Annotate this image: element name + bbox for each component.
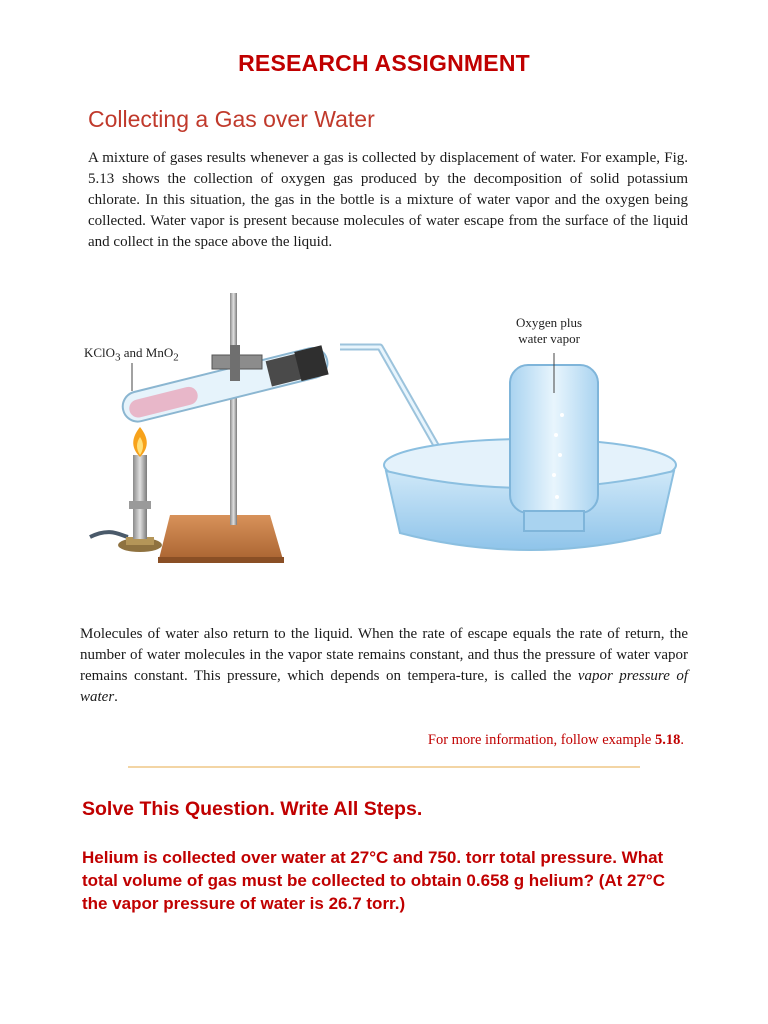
page-title: RESEARCH ASSIGNMENT <box>238 50 530 76</box>
question-text: Helium is collected over water at 27°C and 750. torr total pressure. What total volume of gas must be collected to obtain 0.658 g helium? (At 27°C the vapor pressure of water is 26.7 torr.) <box>82 848 666 913</box>
reagents-label: KClO$_3$ and MnO$_2$ <box>84 345 179 364</box>
example-reference: 5.18 <box>655 732 681 748</box>
vapor-pressure-paragraph: Molecules of water also return to the liquid. When the rate of escape equals the rate of return, the number of water molecules in the vapor state remains constant, and thus the pressure of water vapor remains constant. This pressure, which depends on tempera-ture, is called the vapor pressure of water. <box>80 626 688 705</box>
divider <box>128 766 640 768</box>
more-info-note: For more information, follow example 5.18. <box>427 732 684 748</box>
stand-base <box>158 515 284 563</box>
apparatus-figure <box>70 275 710 575</box>
question-heading: Solve This Question. Write All Steps. <box>82 798 423 820</box>
section-heading: Collecting a Gas over Water <box>88 106 375 132</box>
intro-paragraph: A mixture of gases results whenever a gas is collected by displacement of water. For example, Fig. 5.13 shows the collection of oxygen gas produced by the decomposition of solid potassium chlorate. In this situation, the gas in the bottle is a mixture of water vapor and the oxygen being collected. Water vapor is present because molecules of water escape from the surface of the liquid and collect in the space above the liquid. <box>88 150 688 250</box>
stand-rod <box>230 293 237 525</box>
gas-label: Oxygen plus water vapor <box>516 315 583 346</box>
gas-collection-illustration <box>70 275 710 575</box>
burner-barrel <box>133 455 147 539</box>
vapor-pressure-term: vapor pressure of water <box>80 668 688 705</box>
